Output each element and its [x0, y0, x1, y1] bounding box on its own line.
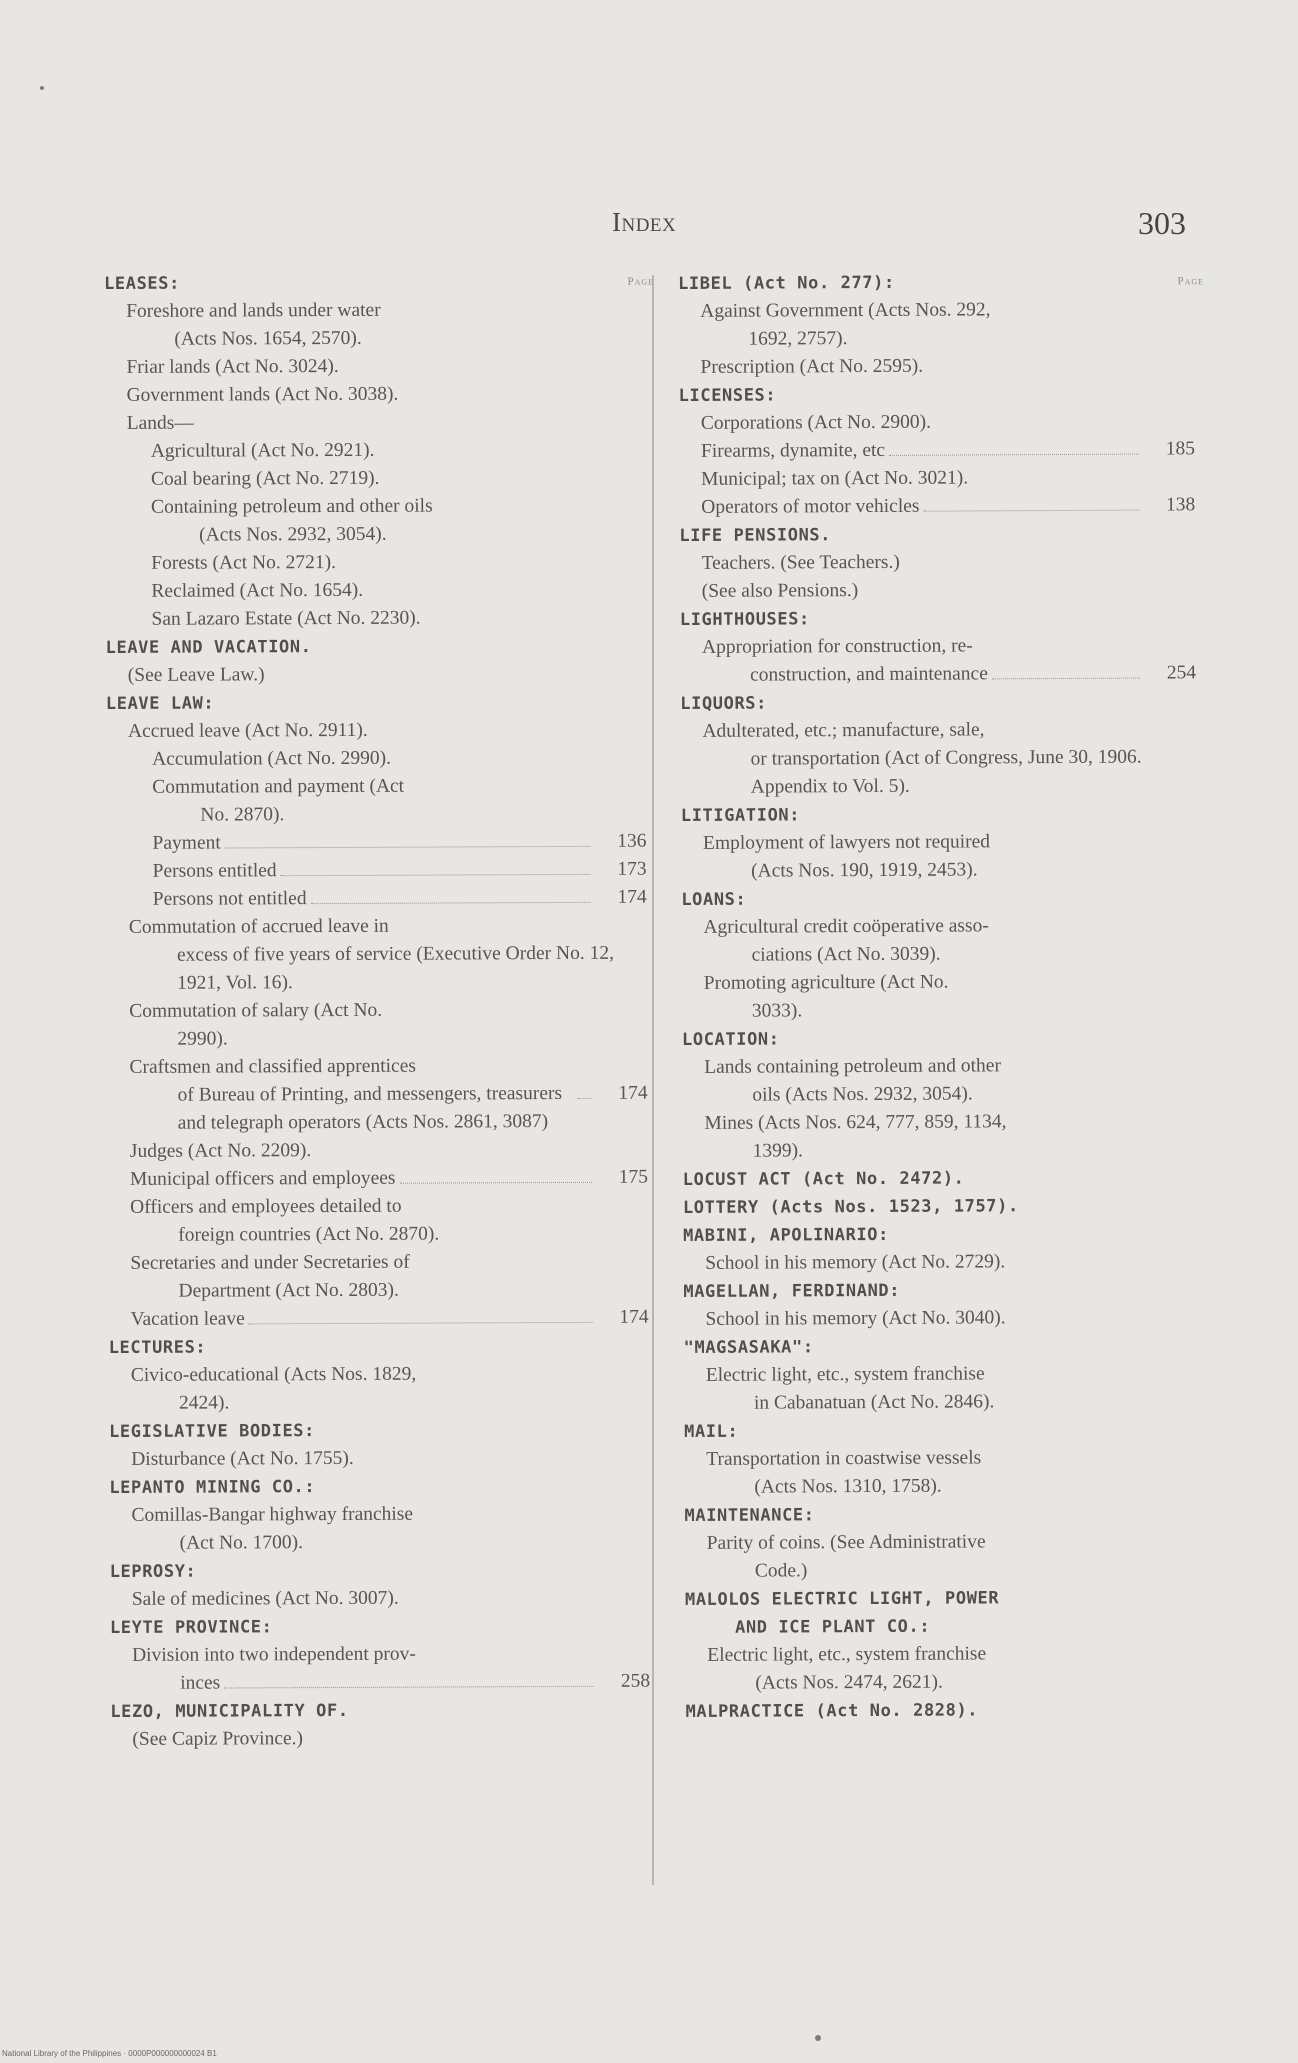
index-heading — [679, 519, 1195, 550]
entry-text: Transportation in coastwise vessels — [706, 1447, 982, 1470]
page-ref: 136 — [617, 830, 647, 852]
entry-continuation: ciations (Act No. 3039). — [751, 943, 941, 966]
entry-text: Payment — [152, 832, 221, 854]
index-heading — [106, 688, 646, 718]
index-entry — [684, 1443, 1200, 1502]
index-entry — [108, 1192, 648, 1250]
entry-text: Commutation and payment (Act — [152, 775, 405, 798]
entry-text: Reclaimed (Act No. 1654). — [151, 579, 364, 602]
entry-text: Mines (Acts Nos. 624, 777, 859, 1134, — [704, 1111, 1007, 1134]
entry-text: Accumulation (Act No. 2990). — [152, 747, 392, 770]
index-heading — [110, 1556, 650, 1586]
entry-text: Adulterated, etc.; manufacture, sale, — [702, 719, 985, 742]
entry-continuation: in Cabanatuan (Act No. 2846). — [753, 1391, 995, 1414]
page-ref: 174 — [618, 1082, 648, 1104]
page-number: 303 — [1138, 205, 1186, 241]
index-entry — [679, 547, 1195, 578]
cross-reference: (See Capiz Province.) — [132, 1728, 304, 1750]
index-entry — [682, 1051, 1198, 1110]
index-heading — [685, 1583, 1201, 1642]
index-entry — [107, 1052, 647, 1138]
index-heading — [109, 1416, 649, 1446]
entry-continuation: Department (Act No. 2803). — [178, 1279, 399, 1302]
index-heading — [106, 632, 646, 662]
index-heading — [681, 883, 1197, 914]
heading-text: LOCATION: — [681, 1029, 780, 1050]
index-entry — [105, 492, 645, 550]
index-entry — [109, 1500, 649, 1558]
entry-text: Foreshore and lands under water — [126, 299, 381, 322]
entry-continuation: of Bureau of Printing, and messengers, treasurers and telegraph operators (Acts Nos. 2861, 3087) — [177, 1083, 563, 1134]
index-entry — [107, 856, 647, 886]
index-entry — [107, 912, 647, 998]
index-heading — [683, 1275, 1199, 1306]
index-entry — [680, 715, 1196, 802]
entry-continuation: construction, and maintenance — [750, 663, 988, 686]
index-heading — [104, 268, 644, 298]
entry-continuation: No. 2870). — [200, 804, 285, 826]
entry-text: Forests (Act No. 2721). — [151, 551, 337, 574]
page-column-label: Page — [1177, 275, 1205, 288]
page-ref: 174 — [617, 886, 647, 908]
heading-text: MABINI, APOLINARIO: — [683, 1224, 889, 1246]
index-entry — [679, 435, 1195, 466]
heading-text: LOANS: — [681, 889, 747, 910]
entry-text: Operators of motor vehicles — [701, 495, 920, 518]
heading-text: LOTTERY (Acts Nos. 1523, 1757). — [682, 1196, 1019, 1218]
page-ref: 175 — [618, 1166, 649, 1188]
leader-dots — [225, 846, 591, 849]
index-heading — [678, 267, 1194, 298]
index-entry — [104, 380, 644, 410]
heading-text: LEPROSY: — [109, 1561, 197, 1582]
heading-text: LEZO, MUNICIPALITY OF. — [110, 1700, 349, 1722]
entry-continuation: excess of five years of service (Executive Order No. 12, 1921, Vol. 16). — [176, 942, 614, 994]
entry-continuation: or transportation (Act of Congress, June 30, 1906. Appendix to Vol. 5). — [750, 746, 1142, 798]
index-heading — [684, 1331, 1200, 1362]
entry-text: Lands— — [126, 412, 194, 434]
index-entry — [106, 660, 646, 690]
leader-dots — [249, 1322, 593, 1324]
index-column-left — [104, 268, 655, 1754]
heading-text: MALOLOS ELECTRIC LIGHT, POWER — [684, 1588, 1000, 1610]
entry-text: Prescription (Act No. 2595). — [700, 355, 924, 378]
entry-continuation: 3033). — [751, 1000, 803, 1022]
entry-text: Civico-educational (Acts Nos. 1829, — [130, 1363, 417, 1386]
cross-reference: (See Leave Law.) — [127, 664, 265, 686]
entry-text: Sale of medicines (Act No. 3007). — [131, 1587, 399, 1610]
entry-text: Appropriation for construction, re- — [701, 635, 973, 658]
entry-continuation: 1399). — [752, 1140, 804, 1162]
index-heading — [679, 379, 1195, 410]
index-heading — [110, 1696, 650, 1726]
entry-continuation: 2990). — [177, 1028, 228, 1050]
cross-reference: Teachers. (See Teachers.) — [701, 551, 900, 574]
entry-continuation: 1692, 2757). — [748, 328, 848, 350]
index-entry — [107, 884, 647, 914]
index-entry — [685, 1639, 1201, 1698]
entry-text: Containing petroleum and other oils — [150, 495, 433, 518]
heading-text: LIGHTHOUSES: — [679, 609, 810, 630]
index-entry — [109, 1304, 649, 1334]
leader-dots — [923, 510, 1139, 512]
index-heading — [684, 1499, 1200, 1530]
entry-continuation: inces — [180, 1672, 221, 1694]
index-entry — [105, 464, 645, 494]
entry-text: Municipal officers and employees — [129, 1167, 396, 1190]
entry-text: Electric light, etc., system franchise — [707, 1643, 987, 1666]
heading-text: LIQUORS: — [680, 693, 768, 714]
index-entry — [106, 716, 646, 746]
heading-text: MAIL: — [684, 1421, 739, 1442]
entry-text: Government lands (Act No. 3038). — [126, 383, 399, 406]
index-heading — [110, 1612, 650, 1642]
entry-text: Friar lands (Act No. 3024). — [126, 355, 339, 378]
entry-text: San Lazaro Estate (Act No. 2230). — [151, 607, 421, 630]
entry-text: Craftsmen and classified apprentices — [129, 1055, 416, 1078]
speck — [815, 2035, 821, 2041]
index-heading — [684, 1415, 1200, 1446]
index-entry — [685, 1527, 1201, 1586]
index-entry — [105, 436, 645, 466]
index-entry — [682, 967, 1198, 1026]
entry-text: Commutation of salary (Act No. — [129, 999, 383, 1022]
entry-continuation: (Acts Nos. 2474, 2621). — [755, 1671, 943, 1694]
entry-text: Commutation of accrued leave in — [128, 915, 389, 938]
heading-text: MAGELLAN, FERDINAND: — [683, 1280, 901, 1302]
index-heading — [680, 603, 1196, 634]
entry-continuation: oils (Acts Nos. 2932, 3054). — [752, 1083, 973, 1106]
leader-dots — [224, 1686, 594, 1689]
index-entry — [108, 1248, 648, 1306]
index-entry — [105, 604, 645, 634]
footer-credit: National Library of the Philippines · 0000P000000000024 B1 — [2, 2049, 217, 2058]
entry-text: Secretaries and under Secretaries of — [130, 1251, 410, 1274]
entry-text: Division into two independent prov- — [131, 1643, 416, 1666]
page-ref: 173 — [617, 858, 647, 880]
index-entry — [106, 744, 646, 774]
heading-text: MALPRACTICE (Act No. 2828). — [685, 1700, 979, 1722]
leader-dots — [400, 1182, 592, 1184]
leader-dots — [578, 1098, 592, 1099]
entry-continuation: Code.) — [754, 1560, 808, 1582]
index-entry — [105, 576, 645, 606]
index-entry — [678, 351, 1194, 382]
entry-text: Accrued leave (Act No. 2911). — [127, 719, 368, 742]
index-entry — [109, 1360, 649, 1418]
entry-continuation: foreign countries (Act No. 2870). — [178, 1223, 440, 1246]
entry-continuation: (Acts Nos. 190, 1919, 2453). — [751, 859, 978, 882]
entry-text: Officers and employees detailed to — [130, 1195, 402, 1218]
index-entry — [108, 1164, 648, 1194]
index-entry — [109, 1444, 649, 1474]
index-entry — [110, 1584, 650, 1614]
entry-text: Agricultural credit coöperative asso- — [703, 915, 989, 938]
index-entry — [110, 1724, 650, 1754]
entry-continuation: (Act No. 1700). — [179, 1532, 304, 1554]
entry-text: Corporations (Act No. 2900). — [700, 411, 932, 434]
index-heading — [683, 1191, 1199, 1222]
leader-dots — [281, 874, 591, 876]
entry-text: Coal bearing (Act No. 2719). — [150, 467, 380, 490]
page-ref: 185 — [1165, 438, 1195, 460]
speck — [40, 86, 44, 90]
index-entry — [106, 828, 646, 858]
entry-text: Agricultural (Act No. 2921). — [150, 439, 375, 462]
page-ref: 254 — [1166, 662, 1197, 684]
entry-text: Lands containing petroleum and other — [704, 1055, 1001, 1078]
index-heading — [681, 799, 1197, 830]
heading-text: LECTURES: — [108, 1337, 207, 1358]
heading-continuation: AND ICE PLANT CO.: — [735, 1616, 931, 1638]
heading-text: LEPANTO MINING CO.: — [109, 1477, 316, 1498]
entry-text: School in his memory (Act No. 3040). — [705, 1307, 1006, 1330]
entry-continuation: (Acts Nos. 1654, 2570). — [174, 327, 362, 350]
index-heading — [109, 1332, 649, 1362]
entry-continuation: (Acts Nos. 2932, 3054). — [199, 523, 387, 546]
index-entry — [679, 463, 1195, 494]
index-entry — [110, 1640, 650, 1698]
index-heading — [680, 687, 1196, 718]
heading-text: LICENSES: — [678, 385, 777, 406]
index-heading — [685, 1695, 1201, 1726]
page-ref: 258 — [620, 1670, 651, 1692]
heading-text: LEGISLATIVE BODIES: — [109, 1421, 315, 1442]
index-heading — [109, 1472, 649, 1502]
entry-text: Municipal; tax on (Act No. 3021). — [701, 467, 969, 490]
index-entry — [104, 352, 644, 382]
index-entry — [680, 575, 1196, 606]
index-column-right — [678, 267, 1205, 1726]
heading-text: LEAVE LAW: — [105, 693, 215, 714]
page-ref: 174 — [619, 1306, 649, 1328]
leader-dots — [311, 902, 591, 904]
index-entry — [679, 407, 1195, 438]
index-entry — [108, 1136, 648, 1166]
index-entry — [105, 408, 645, 438]
index-entry — [106, 772, 646, 830]
index-heading — [683, 1219, 1199, 1250]
page-column-label: Page — [627, 275, 655, 288]
entry-continuation: (Acts Nos. 1310, 1758). — [754, 1475, 942, 1498]
cross-reference: (See also Pensions.) — [701, 580, 859, 602]
heading-text: LEASES: — [104, 273, 180, 294]
index-heading — [682, 1023, 1198, 1054]
index-entry — [681, 827, 1197, 886]
entry-text: Firearms, dynamite, etc — [700, 439, 886, 462]
index-entry — [679, 491, 1195, 522]
heading-text: LITIGATION: — [680, 805, 801, 826]
index-entry — [680, 631, 1196, 690]
entry-text: Vacation leave — [130, 1308, 245, 1330]
index-entry — [684, 1359, 1200, 1418]
page-ref: 138 — [1165, 494, 1196, 516]
index-entry — [107, 996, 647, 1054]
index-entry — [682, 1107, 1198, 1166]
running-title: Index — [612, 207, 677, 237]
index-entry — [681, 911, 1197, 970]
heading-text: LEAVE AND VACATION. — [105, 637, 312, 658]
heading-text: LIBEL (Act No. 277): — [678, 272, 895, 294]
entry-text: Judges (Act No. 2209). — [129, 1140, 312, 1162]
entry-continuation: 2424). — [178, 1392, 230, 1414]
index-heading — [683, 1163, 1199, 1194]
index-entry — [678, 295, 1194, 354]
entry-text: Promoting agriculture (Act No. — [703, 971, 949, 994]
column-divider — [652, 275, 654, 1885]
heading-text: LOCUST ACT (Act No. 2472). — [682, 1168, 965, 1190]
entry-text: Electric light, etc., system franchise — [705, 1363, 985, 1386]
entry-text: School in his memory (Act No. 2729). — [705, 1251, 1006, 1274]
entry-text: Persons entitled — [152, 860, 277, 882]
index-entry — [683, 1303, 1199, 1334]
leader-dots — [992, 678, 1140, 680]
entry-text: Employment of lawyers not required — [702, 831, 991, 854]
heading-text: LEYTE PROVINCE: — [109, 1617, 273, 1638]
entry-text: Disturbance (Act No. 1755). — [131, 1447, 354, 1470]
entry-text: Against Government (Acts Nos. 292, — [700, 299, 991, 322]
entry-text: Persons not entitled — [152, 888, 307, 910]
index-entry — [104, 296, 644, 354]
heading-text: LIFE PENSIONS. — [679, 525, 832, 546]
index-entry — [105, 548, 645, 578]
index-entry — [683, 1247, 1199, 1278]
heading-text: "MAGSASAKA": — [683, 1337, 814, 1358]
entry-text: Comillas-Bangar highway franchise — [131, 1503, 414, 1526]
entry-text: Parity of coins. (See Administrative — [706, 1531, 986, 1554]
heading-text: MAINTENANCE: — [684, 1505, 815, 1526]
leader-dots — [889, 454, 1139, 456]
